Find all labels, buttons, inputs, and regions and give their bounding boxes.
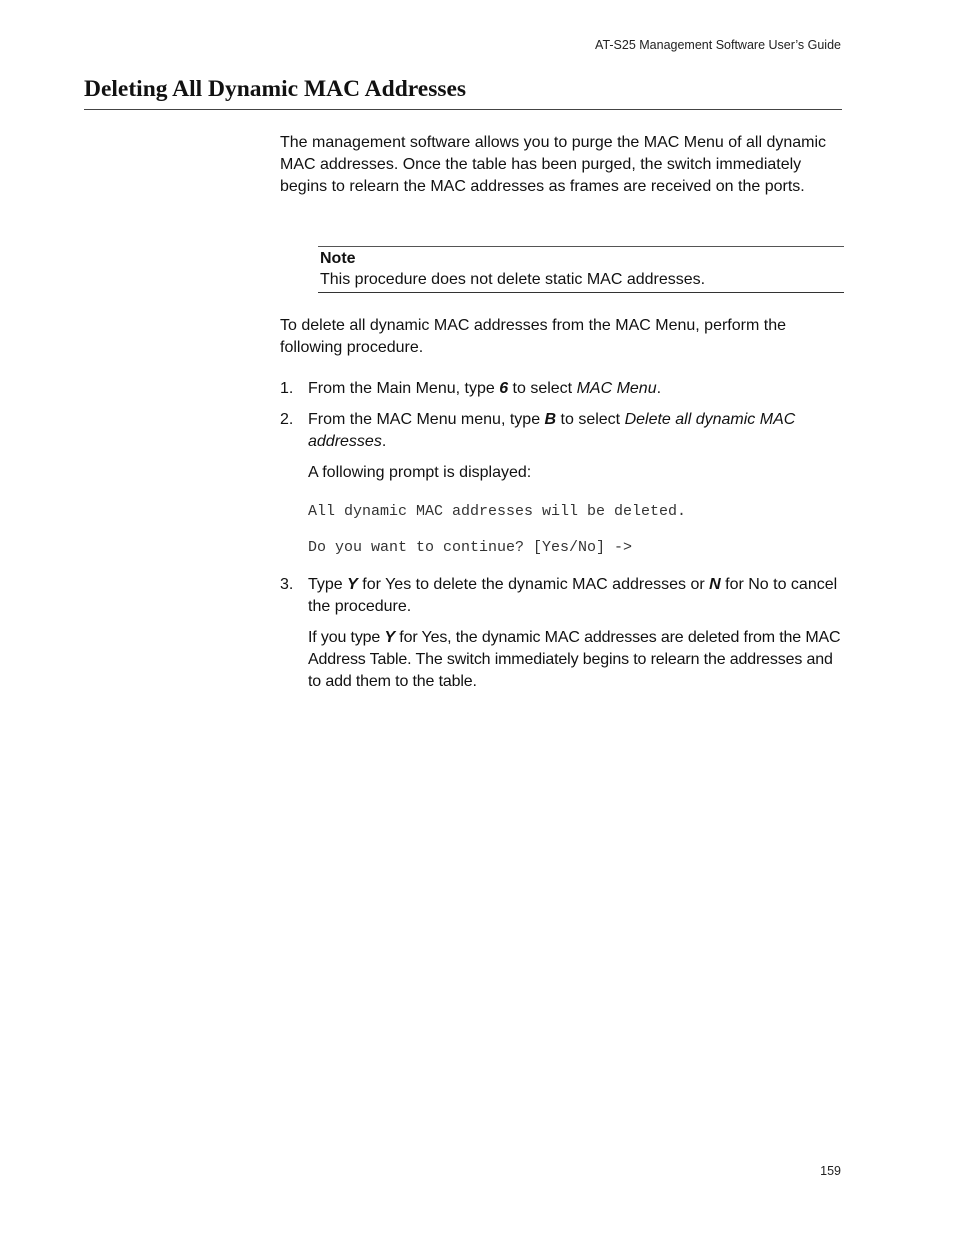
key-y: Y xyxy=(347,576,358,593)
prompt-line-1: All dynamic MAC addresses will be deleted. xyxy=(308,503,687,520)
step-number: 2. xyxy=(280,411,294,428)
key-y: Y xyxy=(384,629,395,646)
key-b: B xyxy=(544,411,557,428)
step-2-text: From the MAC Menu menu, type B to select Delete all dynamic MAC addresses. xyxy=(308,411,796,450)
prompt-line-2: Do you want to continue? [Yes/No] -> xyxy=(308,539,633,556)
step-3-follow: If you type Y for Yes, the dynamic MAC addresses are deleted from the MAC Address Table. The switch immediately begins to relearn the addresses and to add them to the table. xyxy=(308,629,841,690)
step-1-text: From the Main Menu, type 6 to select MAC Menu. xyxy=(308,380,662,397)
note-title: Note xyxy=(320,250,356,267)
step-number: 3. xyxy=(280,576,294,593)
note-body: This procedure does not delete static MAC addresses. xyxy=(320,271,706,288)
page-number: 159 xyxy=(820,1164,841,1178)
intro-paragraph: The management software allows you to purge the MAC Menu of all dynamic MAC addresses. Once the table has been purged, the switch immediately begins to relearn the MAC addresses as frames are received on the ports. xyxy=(280,134,827,195)
running-header: AT-S25 Management Software User’s Guide xyxy=(595,38,841,52)
procedure-intro: To delete all dynamic MAC addresses from the MAC Menu, perform the following procedure. xyxy=(280,317,786,356)
key-n: N xyxy=(709,576,721,593)
menu-target: Delete all dynamic MAC addresses xyxy=(308,411,796,450)
section-title: Deleting All Dynamic MAC Addresses xyxy=(84,76,467,102)
note-box xyxy=(318,246,844,293)
step-2-follow: A following prompt is displayed: xyxy=(308,464,532,481)
menu-target: MAC Menu xyxy=(576,380,657,397)
step-3-text: Type Y for Yes to delete the dynamic MAC addresses or N for No to cancel the procedure. xyxy=(308,576,838,615)
key-6: 6 xyxy=(499,380,509,397)
title-rule xyxy=(84,109,842,110)
step-number: 1. xyxy=(280,380,294,397)
